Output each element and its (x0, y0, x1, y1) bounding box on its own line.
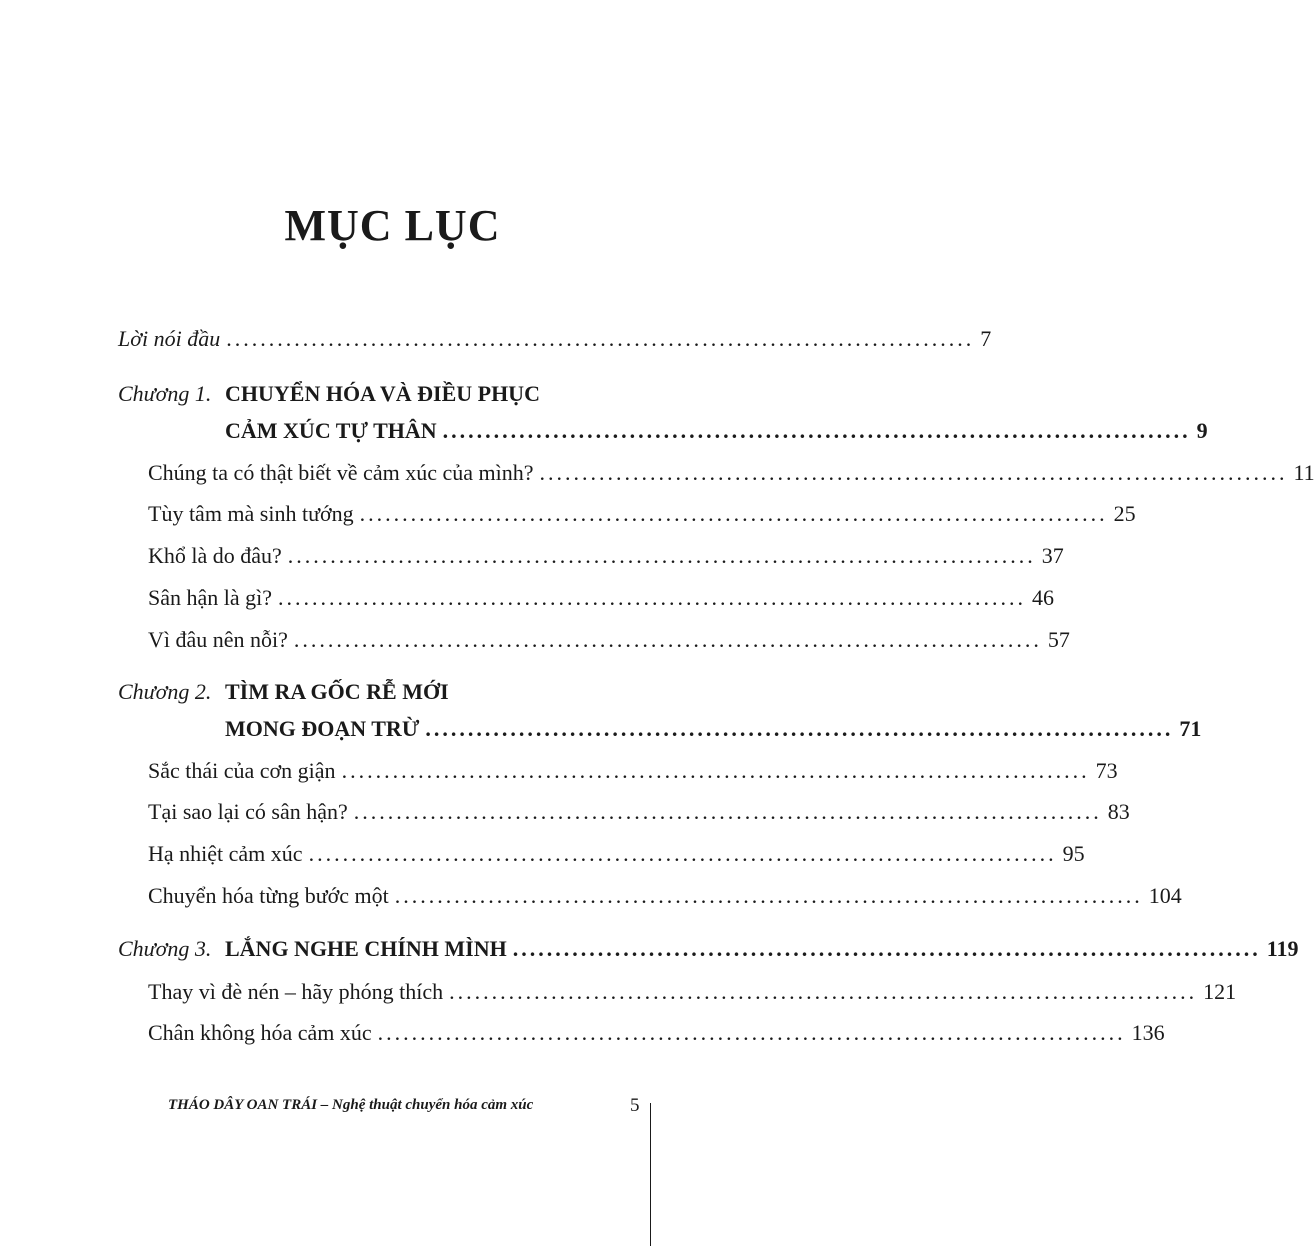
chapter-3-title: LẮNG NGHE CHÍNH MÌNH (225, 936, 507, 961)
toc-entry-label: Chúng ta có thật biết về cảm xúc của mình? (148, 460, 534, 485)
toc-entry-page: 37 (1041, 543, 1064, 568)
toc-entry-page: 121 (1203, 979, 1237, 1004)
leader-dots: ........................................................................................ (449, 979, 1198, 1004)
leader-dots: ........................................................................................ (394, 883, 1143, 908)
chapter-1-title-line2: CẢM XÚC TỰ THÂN (225, 418, 437, 443)
toc-entry-label: Vì đâu nên nỗi? (148, 627, 288, 652)
toc-entry-page: 25 (1113, 501, 1136, 526)
toc-entry[interactable] (148, 501, 1136, 527)
toc-entry-label: Sắc thái của cơn giận (148, 758, 336, 783)
chapter-2-label: Chương 2. (118, 679, 212, 704)
leader-dots: ........................................................................................ (512, 936, 1261, 961)
toc-entry-page: 46 (1032, 585, 1055, 610)
toc-entry-page: 73 (1095, 758, 1118, 783)
toc-entry-page: 83 (1107, 799, 1130, 824)
chapter-2-page: 71 (1179, 716, 1202, 741)
leader-dots: ........................................................................................ (308, 841, 1057, 866)
toc-entry-page: 7 (980, 326, 992, 351)
page-number: 5 (630, 1095, 640, 1116)
toc-entry[interactable] (148, 585, 1055, 611)
toc-entry-label: Thay vì đè nén – hãy phóng thích (148, 979, 444, 1004)
chapter-1-title-line1[interactable]: CHUYỂN HÓA VÀ ĐIỀU PHỤC (225, 381, 540, 406)
leader-dots: ........................................................................................ (226, 326, 975, 351)
toc-entry[interactable] (148, 1020, 1165, 1046)
leader-dots: ........................................................................................ (539, 460, 1288, 485)
toc-entry-label: Sân hận là gì? (148, 585, 273, 610)
toc-entry-page: 95 (1062, 841, 1085, 866)
chapter-1-page: 9 (1196, 418, 1208, 443)
toc-entry-page: 57 (1047, 627, 1070, 652)
leader-dots: ........................................................................................ (293, 627, 1042, 652)
page-title: MỤC LỤC (284, 201, 501, 250)
toc-entry-label: Tùy tâm mà sinh tướng (148, 501, 354, 526)
toc-entry-page: 136 (1131, 1020, 1165, 1045)
toc-entry[interactable] (148, 883, 1182, 909)
toc-entry[interactable] (148, 799, 1130, 825)
chapter-2-title-line1[interactable]: TÌM RA GỐC RỄ MỚI (225, 679, 449, 704)
leader-dots: ........................................................................................ (377, 1020, 1126, 1045)
toc-entry-label: Hạ nhiệt cảm xúc (148, 841, 303, 866)
leader-dots: ........................................................................................ (442, 418, 1191, 443)
toc-entry-label: Chân không hóa cảm xúc (148, 1020, 372, 1045)
leader-dots: ........................................................................................ (425, 716, 1174, 741)
leader-dots: ........................................................................................ (287, 543, 1036, 568)
toc-entry-label: Chuyển hóa từng bước một (148, 883, 389, 908)
toc-entry[interactable] (148, 758, 1118, 784)
toc-entry[interactable] (148, 627, 1070, 653)
toc-entry-page: 104 (1148, 883, 1182, 908)
chapter-3-label: Chương 3. (118, 936, 212, 961)
toc-entry[interactable] (148, 841, 1085, 867)
leader-dots: ........................................................................................ (359, 501, 1108, 526)
toc-preface[interactable] (118, 326, 992, 352)
running-footer-title: THÁO DÂY OAN TRÁI – Nghệ thuật chuyển hóa cảm xúc (168, 1097, 534, 1113)
chapter-3-heading[interactable] (225, 936, 1299, 962)
chapter-3-page: 119 (1266, 936, 1299, 961)
toc-entry[interactable] (148, 543, 1064, 569)
chapter-2-heading[interactable] (225, 716, 1202, 742)
leader-dots: ........................................................................................ (341, 758, 1090, 783)
leader-dots: ........................................................................................ (278, 585, 1027, 610)
toc-entry-label: Lời nói đầu (118, 326, 221, 351)
chapter-1-label: Chương 1. (118, 381, 212, 406)
toc-entry[interactable] (148, 979, 1237, 1005)
toc-entry-label: Khổ là do đâu? (148, 543, 282, 568)
chapter-2-title-line2: MONG ĐOẠN TRỪ (225, 716, 420, 741)
toc-entry-label: Tại sao lại có sân hận? (148, 799, 348, 824)
footer-rule (650, 1103, 651, 1246)
toc-entry[interactable] (148, 460, 1315, 486)
chapter-1-heading[interactable] (225, 418, 1208, 444)
leader-dots: ........................................................................................ (353, 799, 1102, 824)
toc-entry-page: 11 (1293, 460, 1315, 485)
